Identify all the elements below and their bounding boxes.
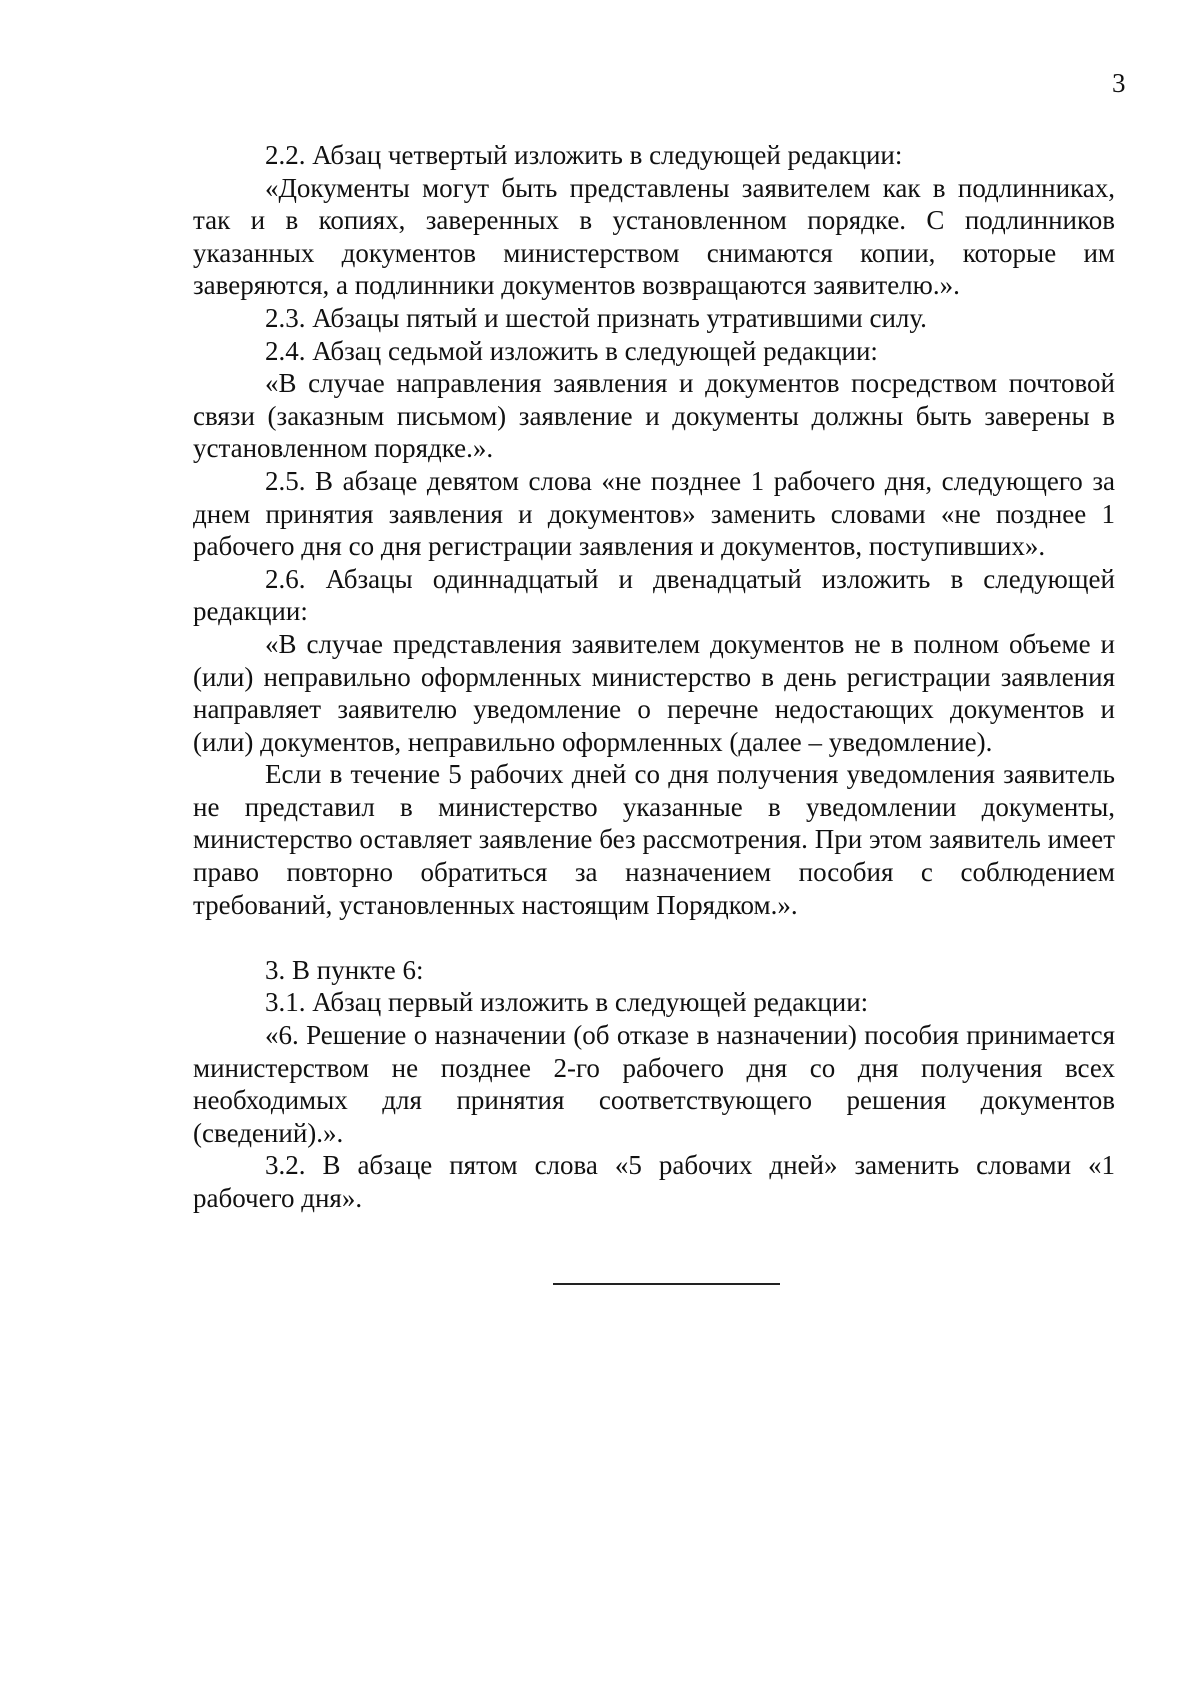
document-body	[193, 139, 1115, 1215]
paragraph-2-2-quote: «Документы могут быть представлены заявителем как в подлинниках, так и в копиях, заверенных в установленном порядке. С подлинников указанных документов министерством снимаются копии, которые им заверяются, а подлинники документов возвращаются заявителю.».	[193, 172, 1115, 301]
paragraph-2-2: 2.2. Абзац четвертый изложить в следующей редакции:	[265, 140, 903, 170]
paragraph-2-6-quote-1: «В случае представления заявителем документов не в полном объеме и (или) неправильно оформленных министерство в день регистрации заявления направляет заявителю уведомление о перечне недостающих документов и (или) документов, неправильно оформленных (далее – уведомление).	[193, 628, 1115, 757]
paragraph-2-4-quote: «В случае направления заявления и документов посредством почтовой связи (заказным письмом) заявление и документы должны быть заверены в установленном порядке.».	[193, 368, 1115, 464]
paragraph-3-2: 3.2. В абзаце пятом слова «5 рабочих дней» заменить словами «1 рабочего дня».	[193, 1150, 1115, 1213]
paragraph-3: 3. В пункте 6:	[265, 954, 424, 985]
paragraph-2-3: 2.3. Абзацы пятый и шестой признать утратившими силу.	[265, 302, 927, 333]
paragraph-3-1: 3.1. Абзац первый изложить в следующей редакции:	[265, 987, 869, 1018]
paragraph-2-4: 2.4. Абзац седьмой изложить в следующей редакции:	[265, 335, 878, 366]
paragraph-2-6: 2.6. Абзацы одиннадцатый и двенадцатый изложить в следующей редакции:	[193, 563, 1115, 627]
end-of-text-rule	[553, 1283, 780, 1285]
paragraph-3-1-quote: «6. Решение о назначении (об отказе в назначении) пособия принимается министерством не позднее 2-го рабочего дня со дня получения всех необходимых для принятия соответствующего решения документов (сведений).».	[193, 1020, 1115, 1148]
paragraph-2-5: 2.5. В абзаце девятом слова «не позднее 1 рабочего дня, следующего за днем принятия заявления и документов» заменить словами «не позднее 1 рабочего дня со дня регистрации заявления и документов, поступивших».	[193, 465, 1115, 562]
paragraph-2-6-quote-2: Если в течение 5 рабочих дней со дня получения уведомления заявитель не представил в министерство указанные в уведомлении документы, министерство оставляет заявление без рассмотрения. При этом заявитель имеет право повторно обратиться за назначением пособия с соблюдением требований, установленных настоящим Порядком.».	[193, 759, 1115, 920]
page-number: 3	[1112, 68, 1126, 98]
